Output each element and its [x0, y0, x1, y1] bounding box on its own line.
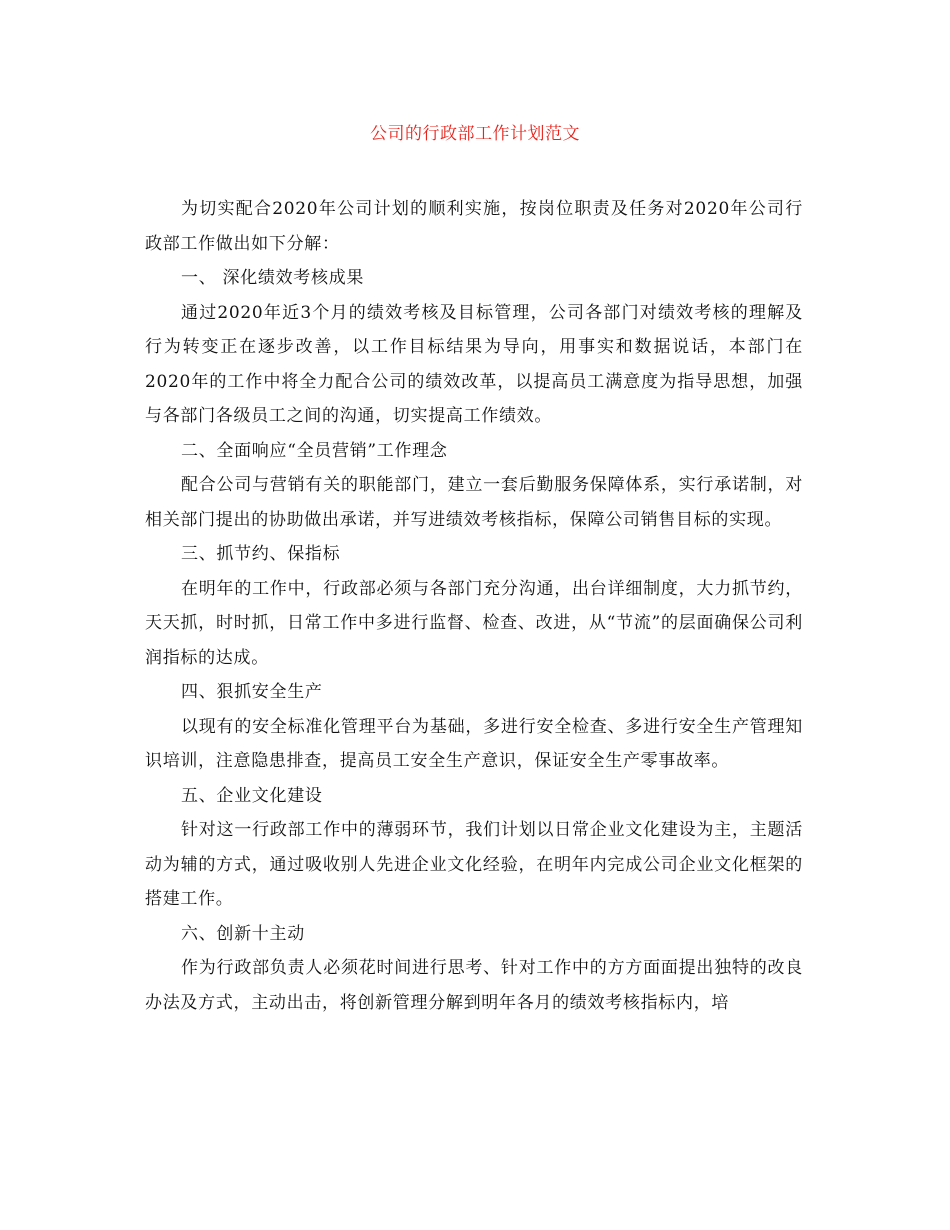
section-heading-3: 三、抓节约、保指标	[181, 544, 341, 564]
section-paragraph-6: 作为行政部负责人必须花时间进行思考、针对工作中的方方面面提出独特的改良办法及方式，主动出击，将创新管理分解到明年各月的绩效考核指标内，培	[145, 958, 803, 1013]
document-title: 公司的行政部工作计划范文	[370, 124, 580, 144]
section-heading-2: 二、全面响应“全员营销”工作理念	[181, 440, 448, 461]
section-heading-4: 四、狠抓安全生产	[181, 682, 323, 702]
section-paragraph-1: 通过2020年近3个月的绩效考核及目标管理，公司各部门对绩效考核的理解及行为转变正在逐步改善，以工作目标结果为导向，用事实和数据说话，本部门在2020年的工作中将全力配合公司的绩效改革，以提高员工满意度为指导思想，加强与各部门各级员工之间的沟通，切实提高工作绩效。	[145, 302, 803, 426]
section-paragraph-2: 配合公司与营销有关的职能部门，建立一套后勤服务保障体系，实行承诺制，对相关部门提出的协助做出承诺，并写进绩效考核指标，保障公司销售目标的实现。	[145, 475, 803, 530]
section-paragraph-5: 针对这一行政部工作中的薄弱环节，我们计划以日常企业文化建设为主，主题活动为辅的方式，通过吸收别人先进企业文化经验，在明年内完成公司企业文化框架的搭建工作。	[145, 820, 803, 909]
intro-paragraph: 为切实配合2020年公司计划的顺利实施，按岗位职责及任务对2020年公司行政部工作做出如下分解：	[145, 199, 803, 254]
section-heading-5: 五、企业文化建设	[181, 785, 323, 806]
section-heading-6: 六、创新十主动	[181, 923, 305, 944]
section-heading-1: 一、 深化绩效考核成果	[181, 268, 365, 288]
section-paragraph-4: 以现有的安全标准化管理平台为基础，多进行安全检查、多进行安全生产管理知识培训，注意隐患排查，提高员工安全生产意识，保证安全生产零事故率。	[145, 716, 803, 771]
document-body	[145, 192, 803, 1020]
section-paragraph-3: 在明年的工作中，行政部必须与各部门充分沟通，出台详细制度，大力抓节约，天天抓，时时抓，日常工作中多进行监督、检查、改进，从“节流”的层面确保公司利润指标的达成。	[145, 578, 803, 668]
